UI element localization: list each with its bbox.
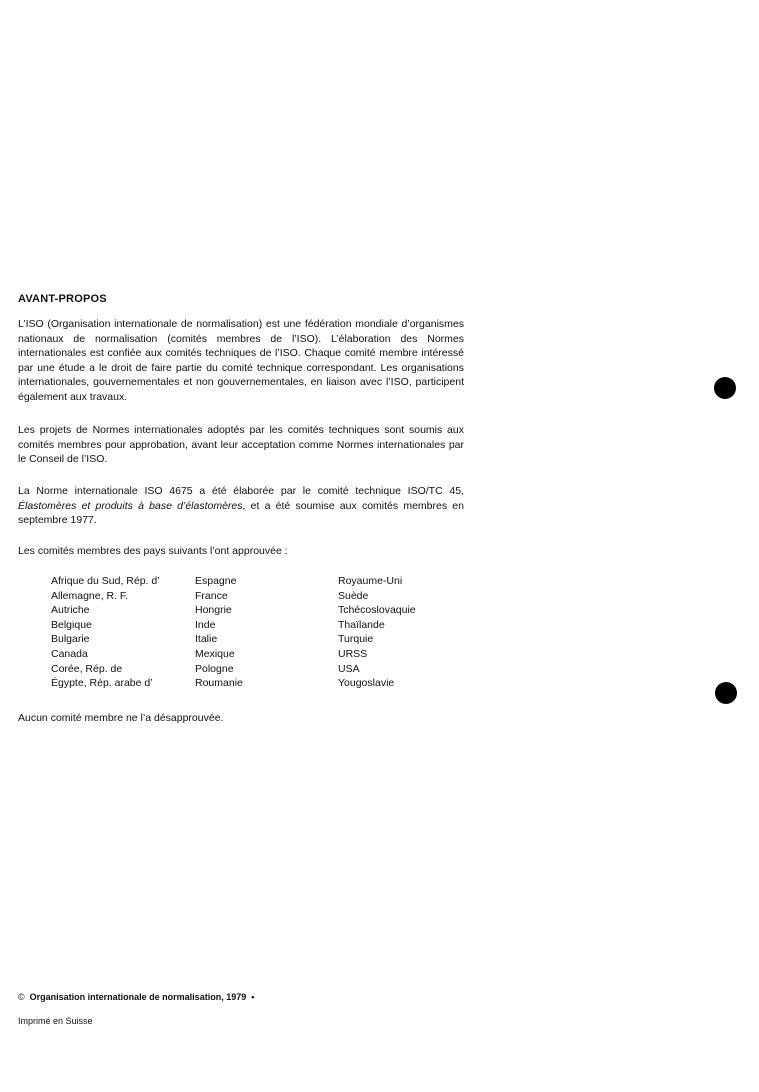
paragraph-iso-intro: L’ISO (Organisation internationale de normalisation) est une fédération mondiale d’organismes nationaux de normalisation (comités membres de l’ISO). L’élaboration des Normes internationales est confiée aux comités techniques de l’ISO. Chaque comité membre intéressé par une étude a le droit de faire partie du comité technique correspondant. Les organisations internationales, gouvernementales et non gouvernementales, en liaison avec l’ISO, participent également aux travaux. <box>18 318 464 403</box>
country-column-1 <box>51 574 160 691</box>
country-item: Afrique du Sud, Rép. d’ <box>51 575 160 587</box>
country-column-2 <box>195 574 243 691</box>
standard-origin-text: La Norme internationale ISO 4675 a été élaborée par le comité technique ISO/TC 45, <box>18 485 464 497</box>
country-item: USA <box>338 662 360 675</box>
country-item: Corée, Rép. de <box>51 662 123 675</box>
country-item: Canada <box>51 647 88 660</box>
paragraph-standard-origin <box>18 484 464 528</box>
country-item: Inde <box>195 618 216 631</box>
standard-origin-text-end: , et a été soumise aux comités membres en septembre 1977. <box>18 499 464 527</box>
country-item: Yougoslavie <box>338 677 395 690</box>
country-item: URSS <box>338 647 368 660</box>
country-column-3 <box>338 574 416 691</box>
country-item: Tchécoslovaquie <box>338 604 416 617</box>
country-item: Égypte, Rép. arabe d’ <box>51 677 153 690</box>
paragraph-drafts-approval: Les projets de Normes internationales adoptés par les comités techniques sont soumis aux comités membres pour approbation, avant leur acceptation comme Normes internationales par le Conseil de l’ISO. <box>18 424 464 466</box>
country-item: Autriche <box>51 604 90 617</box>
disapproval-note: Aucun comité membre ne l’a désapprouvée. <box>18 712 224 724</box>
country-item: Royaume-Uni <box>338 575 403 587</box>
section-heading: AVANT-PROPOS <box>18 293 107 305</box>
country-item: Italie <box>195 633 218 646</box>
committee-title: Élastomères et produits à base d’élastomères <box>18 499 243 512</box>
country-item: Roumanie <box>195 677 243 690</box>
country-item: Allemagne, R. F. <box>51 589 129 602</box>
country-item: Mexique <box>195 647 235 660</box>
country-item: Belgique <box>51 618 92 631</box>
bullet-icon: • <box>251 992 255 1002</box>
printed-in-note: Imprimé en Suisse <box>18 1016 93 1026</box>
country-item: Suède <box>338 589 369 602</box>
country-item: Thaïlande <box>338 618 385 631</box>
copyright-text: Organisation internationale de normalisation, 1979 <box>29 992 247 1002</box>
country-item: Espagne <box>195 575 237 587</box>
country-item: Hongrie <box>195 604 232 617</box>
approval-intro: Les comités membres des pays suivants l’ont approuvée : <box>18 545 288 557</box>
copyright-icon: © <box>18 992 25 1002</box>
binding-hole-mark <box>714 377 736 399</box>
country-item: France <box>195 589 228 602</box>
country-item: Pologne <box>195 662 234 675</box>
binding-hole-mark <box>715 682 737 704</box>
country-item: Turquie <box>338 633 374 646</box>
country-item: Bulgarie <box>51 633 90 646</box>
copyright-line <box>18 992 254 1002</box>
